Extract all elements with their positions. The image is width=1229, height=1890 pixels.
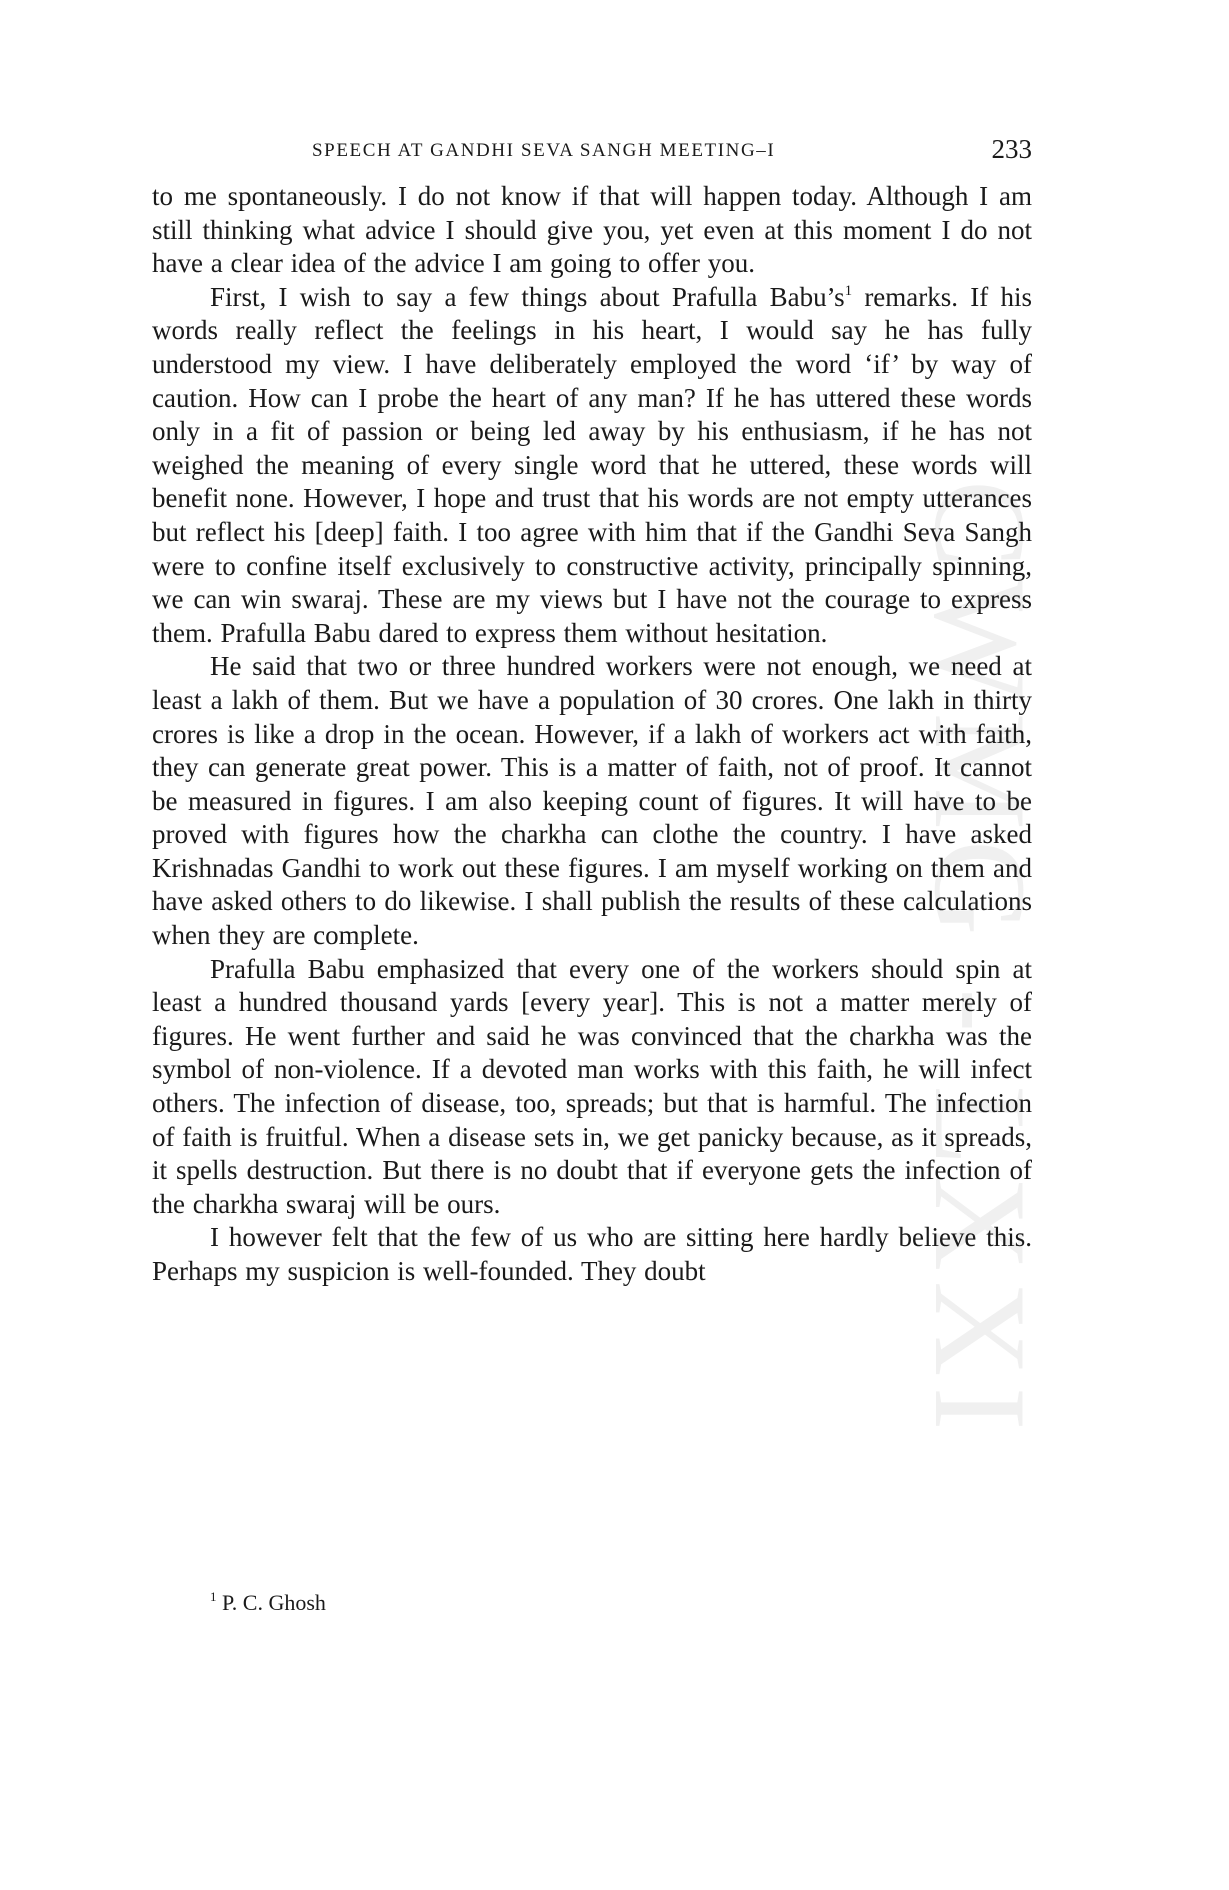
page-header — [152, 134, 1032, 168]
body-text — [152, 180, 1032, 1289]
page-number: 233 — [991, 134, 1032, 164]
footnote-reference: 1 — [844, 282, 853, 299]
footnote — [210, 1590, 326, 1616]
watermark: CWMG - LXXI — [907, 480, 1054, 1441]
paragraph-4: Prafulla Babu emphasized that every one of the workers should spin at least a hundred thousand yards [every year]. This is not a matter merely of figures. He went further and said he was convinced that the charkha was the symbol of non-violence. If a devoted man works with this faith, he will infect others. The infection of disease, too, spreads; but that is harmful. The infection of faith is fruitful. When a disease sets in, we get panicky because, as it spreads, it spells destruction. But there is no doubt that if everyone gets the infection of the charkha swaraj will be ours. — [152, 953, 1032, 1219]
running-title: SPEECH AT GANDHI SEVA SANGH MEETING–I — [312, 140, 776, 161]
footnote-marker: 1 — [210, 1589, 217, 1604]
paragraph-2-text-end: remarks. If his words really reflect the feelings in his heart, I would say he has fully understood my view. I have deliberately employed the word ‘if’ by way of caution. How can I probe the heart of any man? If he has uttered these words only in a fit of passion or being led away by his enthusiasm, if he has not weighed the meaning of every single word that he uttered, these words will benefit none. However, I hope and trust that his words are not empty utterances but reflect his [deep] faith. I too agree with him that if the Gandhi Seva Sangh were to confine itself exclusively to constructive activity, principally spinning, we can win swaraj. These are my views but I have not the courage to express them. Prafulla Babu dared to express them without hesitation. — [152, 281, 1032, 648]
paragraph-2 — [152, 281, 1032, 651]
paragraph-5: I however felt that the few of us who are sitting here hardly believe this. Perhaps my suspicion is well-founded. They doubt — [152, 1222, 1032, 1286]
paragraph-3: He said that two or three hundred workers were not enough, we need at least a lakh of them. But we have a population of 30 crores. One lakh in thirty crores is like a drop in the ocean. However, if a lakh of workers act with faith, they can generate great power. This is a matter of faith, not of proof. It cannot be measured in figures. I am also keeping count of figures. It will have to be proved with figures how the charkha can clothe the country. I have asked Krishnadas Gandhi to work out these figures. I am myself working on them and have asked others to do likewise. I shall publish the results of these calculations when they are complete. — [152, 651, 1032, 951]
footnote-text: P. C. Ghosh — [216, 1590, 326, 1615]
paragraph-1: to me spontaneously. I do not know if that will happen today. Although I am still thinking what advice I should give you, yet even at this moment I do not have a clear idea of the advice I am going to offer you. — [152, 181, 1032, 279]
paragraph-2-text-start: First, I wish to say a few things about Prafulla Babu’s — [210, 281, 845, 312]
